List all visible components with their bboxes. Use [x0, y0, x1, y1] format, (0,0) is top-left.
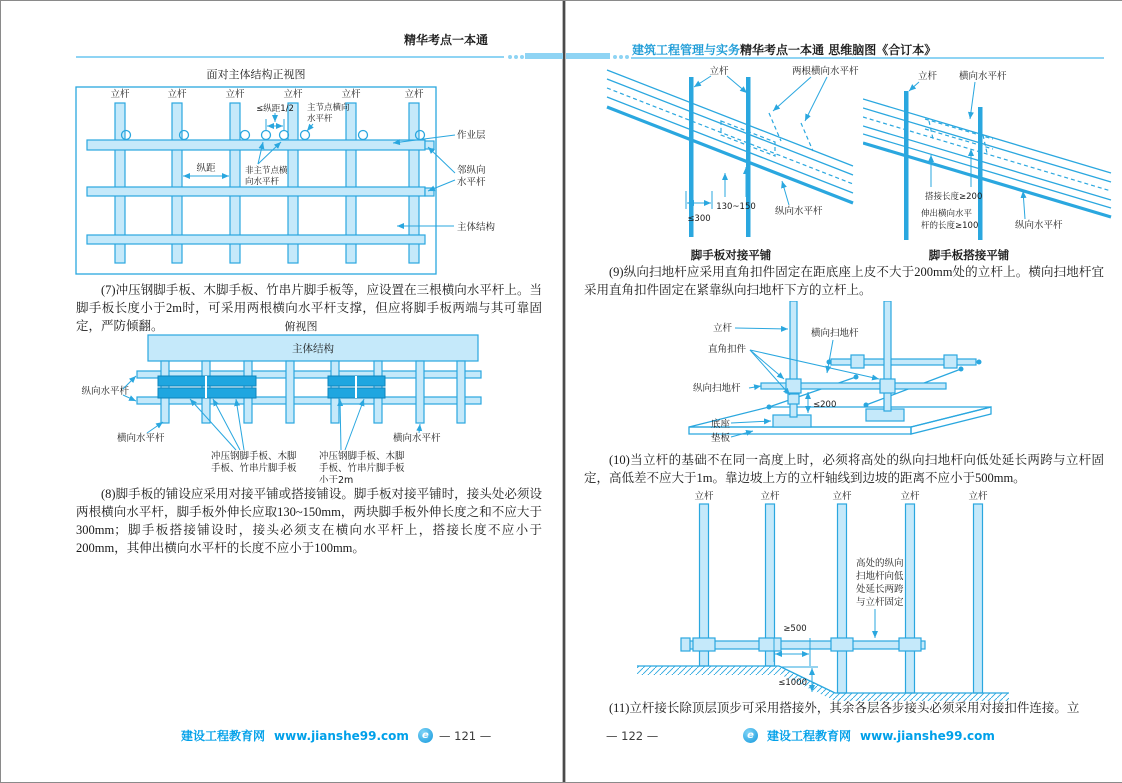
right-angle: 直角扣件: [708, 344, 747, 355]
header-dot: [619, 55, 623, 59]
footer-site-url: www.jianshe99.com: [860, 728, 995, 743]
spacing-label: 纵距: [196, 163, 216, 174]
transverse-right-label: [393, 424, 441, 444]
figure-sweeping-rods: [661, 301, 1011, 451]
figure-butt-joint: [599, 63, 861, 245]
longitudinal: 纵向水平杆: [1015, 220, 1063, 231]
pole-label: 立杆: [225, 89, 245, 100]
pole-labels: [694, 490, 988, 502]
boards-s2: 手板、竹串片脚手板: [319, 463, 405, 474]
main-node-l2: 水平杆: [307, 114, 333, 124]
le1000-label: ≤1000: [778, 678, 807, 688]
pole-label-group: [713, 322, 788, 334]
plank-lines: [863, 99, 1111, 217]
coupler-circles: [122, 131, 425, 140]
left-page-number: — 121 —: [439, 729, 492, 743]
lap-label: 搭接长度≥200: [925, 192, 983, 202]
main-node-label: [307, 102, 350, 131]
jianshe-logo-icon: e: [743, 728, 758, 743]
paragraph-8: (8)脚手板的铺设应采用对接平铺或搭接铺设。脚手板对接平铺时，接头处必须设两根横向水平杆，脚手板外伸长应取130~150mm，两块脚手板外伸长度之和不应大于300mm；脚手板搭接铺设时，接头必须支在横向水平杆上，搭接长度不应小于200mm，其伸出横向水平杆的长度不应小于100mm。: [76, 487, 542, 555]
figure-front-elevation: [73, 83, 528, 279]
footer-site-name: 建设工程教育网: [181, 729, 266, 743]
right-header-bar: [566, 53, 610, 59]
boards-l1: 冲压钢脚手板、木脚: [211, 451, 297, 462]
longitudinal-bar-line: [607, 107, 853, 203]
pole-label-group: [694, 65, 747, 93]
longitudinal: 纵向水平杆: [775, 206, 823, 217]
longitudinal-label: [775, 181, 823, 217]
adjacent-label: [428, 147, 486, 191]
upper-transverse-rail: [827, 355, 982, 368]
header-dot: [514, 55, 518, 59]
figure-stepped-foundation: [619, 488, 1039, 706]
two-bars-label: [773, 65, 859, 121]
adjacent-l1: 邻纵向: [457, 165, 486, 176]
ge500-label: ≥500: [783, 624, 807, 634]
base-label: [711, 418, 771, 430]
poles: [700, 504, 983, 693]
longitudinal-sweep: 纵向扫地杆: [693, 383, 741, 394]
note-l2: 扫地杆向低: [856, 571, 904, 582]
header-dot: [520, 55, 524, 59]
page-divider: [562, 1, 566, 782]
right-header-title-rest: 精华考点一本通 思维脑图《合订本》: [740, 43, 937, 57]
horizontal-bars: [87, 140, 434, 244]
adjacent-l2: 水平杆: [457, 177, 486, 188]
note-l4: 与立杆固定: [856, 597, 904, 608]
transverse-sweep: 横向扫地杆: [811, 328, 859, 339]
poles: [689, 77, 751, 237]
pole-label: 立杆: [713, 323, 733, 334]
right-header-title-blue: 建筑工程管理与实务: [632, 43, 741, 57]
pole-label: 立杆: [760, 491, 780, 502]
figure-lap-joint: [863, 63, 1113, 245]
figure-top-view: [73, 333, 543, 483]
ext-l2: 杆的长度≥100: [921, 221, 979, 231]
pad-label: [711, 431, 753, 444]
note-l1: 高处的纵向: [856, 558, 904, 569]
ext-l1: 伸出横向水平: [921, 209, 973, 219]
header-dot: [508, 55, 512, 59]
pole-labels: [110, 88, 424, 100]
boards-l2: 手板、竹串片脚手板: [211, 463, 297, 474]
pole-label: 立杆: [694, 491, 714, 502]
dim-half-label: ≤纵距1/2: [256, 104, 294, 114]
base: 底座: [711, 419, 731, 430]
structure-label: 主体结构: [292, 343, 334, 355]
left-footer: [181, 727, 433, 744]
transverse-label: [959, 70, 1007, 119]
fig-butt-caption: 脚手板对接平铺: [690, 248, 772, 262]
non-main-l1: 非主节点横: [245, 166, 288, 176]
base-pad: [689, 407, 991, 434]
spacing-dim: [183, 162, 229, 176]
pole-label: 立杆: [968, 491, 988, 502]
note-label: [856, 557, 904, 638]
transverse: 横向水平杆: [959, 71, 1007, 82]
right-footer: [743, 727, 995, 744]
longitudinal-sweep-label: [693, 382, 761, 394]
longitudinal: 纵向水平杆: [81, 386, 129, 397]
le300-label: ≤300: [687, 214, 711, 224]
two-bars: 两根横向水平杆: [792, 66, 859, 77]
paragraph-7: (7)冲压钢脚手板、木脚手板、竹串片脚手板等，应设置在三根横向水平杆上。当脚手板长度小于2m时，可采用两根横向水平杆支撑，但应将脚手板两端与其可靠固定，严防倾翻。: [76, 283, 542, 333]
paragraph-9: (9)纵向扫地杆应采用直角扣件固定在距底座上皮不大于200mm处的立杆上。横向扫地杆宜采用直角扣件固定在紧靠纵向扫地杆下方的立杆上。: [584, 265, 1104, 297]
fig-front-title: 面对主体结构正视图: [206, 68, 306, 81]
right-header-title: [632, 41, 936, 58]
paragraph-11: (11)立杆接长除顶层顶步可采用搭接外，其余各层各步接头必须采用对接扣件连接。立: [609, 701, 1080, 715]
structure: 主体结构: [457, 222, 496, 233]
longitudinal-sweep-rail: [761, 379, 946, 404]
boards-s3: 小于2m: [319, 475, 354, 483]
main-node-l1: 主节点横向: [307, 103, 350, 113]
work-layer-label: [393, 129, 486, 143]
dim-le200: [808, 392, 836, 413]
header-dot: [613, 55, 617, 59]
le200-label: ≤200: [813, 400, 837, 410]
ext-label: [921, 208, 978, 231]
ground: [637, 666, 1009, 701]
pole-label: 立杆: [283, 89, 303, 100]
pole-label: 立杆: [918, 71, 938, 82]
note-l3: 处延长两跨: [856, 584, 904, 595]
pole-label-group: [909, 70, 938, 91]
scaffold-boards-left: [158, 376, 256, 398]
work-layer: 作业层: [457, 130, 486, 141]
pole-label: 立杆: [900, 491, 920, 502]
sweep-bar: [681, 638, 925, 651]
pole-label: 立杆: [404, 89, 424, 100]
pole-label: 立杆: [832, 491, 852, 502]
boards-s1: 冲压钢脚手板、木脚: [319, 451, 405, 462]
plank-lines: [607, 70, 853, 203]
left-header-rule: [76, 56, 504, 58]
fig-top-title: 俯视图: [284, 320, 318, 333]
left-header-title: 精华考点一本通: [404, 33, 489, 47]
pole-label: 立杆: [167, 89, 187, 100]
left-header-bar: [525, 53, 563, 59]
fig-lap-caption: 脚手板搭接平铺: [928, 248, 1010, 262]
footer-site-url: www.jianshe99.com: [274, 728, 409, 743]
jianshe-logo-icon: e: [418, 728, 433, 743]
paragraph-10: (10)当立杆的基础不在同一高度上时，必须将高处的纵向扫地杆向低处延长两跨与立杆固定，高低差不应大于1m。靠边坡上方的立杆轴线到边坡的距离不应小于500mm。: [584, 453, 1104, 485]
transverse-right: 横向水平杆: [393, 433, 441, 444]
longitudinal-label: [81, 376, 136, 401]
header-dot: [625, 55, 629, 59]
footer-site-name: 建设工程教育网: [767, 729, 852, 743]
transverse-left-label: [117, 422, 165, 444]
non-main-l2: 向水平杆: [245, 177, 280, 187]
pole-label: 立杆: [341, 89, 361, 100]
pole-label: 立杆: [709, 66, 729, 77]
pad: 垫板: [711, 433, 731, 444]
transverse-left: 横向水平杆: [117, 433, 165, 444]
pole-label: 立杆: [110, 89, 130, 100]
dim-130-150-label: 130~150: [716, 202, 756, 212]
right-page-number: — 122 —: [606, 729, 659, 743]
